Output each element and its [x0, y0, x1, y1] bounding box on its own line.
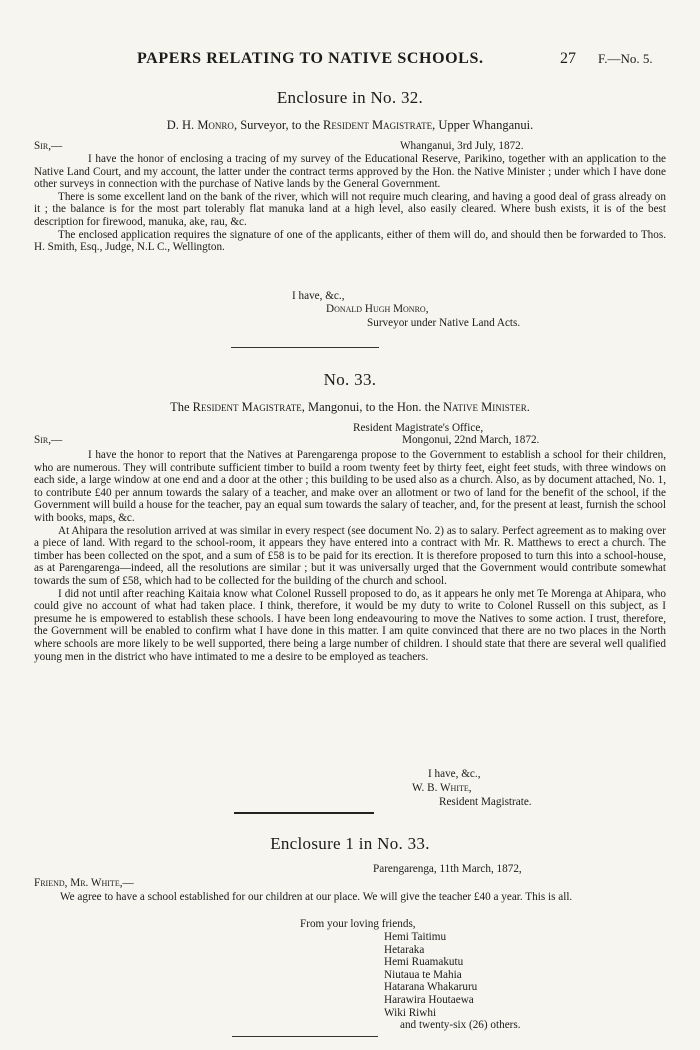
sub-mid: , Mangonui, to the Hon. the: [301, 400, 444, 414]
enclosure-32-paragraph-3: The enclosed application requires the signature of one of the applicants, either of them will do, and should then be forwarded to Thos. H. Smith, Esq., Judge, N.L C., Wellington.: [34, 228, 666, 254]
enclosure-1-33-body: [34, 891, 666, 904]
no-33-paragraph-2: At Ahipara the resolution arrived at was similar in every respect (see document No. 2) as to salary. Perfect agreement as to making over a piece of land. With regard to the school-room, it appears they have entered into a contract with Mr. R. Matthews to erect a church. The timber has been collected on the spot, and a sum of £58 is to be paid for its erection. It is therefore proposed to turn this into a school-house, as at Parengarenga—indeed, all the resolutions are similar ; but it was universally urged that the Government would contribute somewhat towards the sum of £58, which had to be collected for the building of the church and school.: [34, 524, 666, 587]
enclosure-32-heading: Enclosure in No. 32.: [276, 88, 424, 107]
no-33-heading: No. 33.: [323, 370, 377, 389]
signatory: Hemi Taitimu: [384, 931, 447, 943]
sub-prefix: D. H.: [166, 118, 198, 132]
sub-mid: , Surveyor, to the: [233, 118, 324, 132]
enclosure-1-33-paragraph: We agree to have a school established for our children at our place. We will give the teacher £40 a year. This is all.: [60, 891, 573, 903]
running-header: [0, 50, 700, 72]
enclosure-32-closing: I have, &c.,: [292, 290, 345, 302]
sub-title: Resident Magistrate: [323, 118, 433, 132]
signatory: Harawira Houtaewa: [384, 993, 474, 1006]
section-divider-2: [234, 812, 374, 814]
enclosure-32-place-date: Whanganui, 3rd July, 1872.: [400, 140, 524, 152]
enclosure-1-33-place-date: Parengarenga, 11th March, 1872,: [373, 863, 522, 875]
no-33-closing: I have, &c.,: [428, 768, 481, 780]
enclosure-32-signature-title: Surveyor under Native Land Acts.: [367, 317, 521, 329]
sub-pre: The: [170, 400, 193, 414]
enclosure-32-salutation: Sir,—: [34, 140, 63, 152]
no-33-subheading: [0, 400, 700, 415]
signatories-list: [384, 931, 624, 1032]
signatory: Niutaua te Mahia: [384, 968, 462, 981]
signatory: Hatarana Whakaruru: [384, 981, 478, 994]
enclosure-32-subheading: [0, 118, 700, 133]
sub-name: Monro: [197, 118, 234, 132]
sub-b: Native Minister: [443, 400, 527, 414]
enclosure-1-33-closing: From your loving friends,: [300, 918, 416, 930]
no-33-paragraph-1: I have the honor to report that the Natives at Parengarenga propose to the Government to establish a school for their children, who are numerous. They will contribute sufficient timber to build a room twenty feet by thirty feet, eight feet studs, with three windows on each side, a large window at one end and a door at the other ; this building to be used also as a church. Also, as by document attached, No. 1, to contribute £40 per annum towards the salary of a teacher, and make over an allotment or two of land for the benefit of the school, if the Government will build a house for the teacher, pay an equal sum towards the salary of teacher, and, for the present at least, furnish the school with books, maps, &c.: [34, 449, 666, 524]
enclosure-32-signature: Donald Hugh Monro,: [326, 303, 429, 315]
enclosure-1-33-salutation: Friend, Mr. White,—: [34, 877, 134, 889]
no-33-salutation: Sir,—: [34, 434, 63, 446]
sub-a: Resident Magistrate: [192, 400, 302, 414]
no-33-body: [34, 449, 666, 663]
signatory: Hemi Ruamakutu: [384, 956, 464, 969]
enclosure-32-body: [34, 153, 666, 254]
document-reference: F.—No. 5.: [598, 51, 653, 66]
signatory-others: and twenty-six (26) others.: [400, 1019, 521, 1032]
signatory: Hetaraka: [384, 943, 425, 956]
no-33-paragraph-3: I did not until after reaching Kaitaia know what Colonel Russell proposed to do, as it appears he only met Te Morenga at Ahipara, who could give no account of what had taken place. I think, therefore, it would be my duty to write to Colonel Russell on this subject, as I presume he is empowered to establish these schools. I have been long endeavouring to move the Natives to some action. I trust, therefore, the Government will be enabled to confirm what I have done in this matter. I am quite convinced that there are no two places in the North where schools are more likely to be well supported, there being a large number of children. I should state that there are several well qualified young men in the district who have intimated to me a desire to be employed as teachers.: [34, 587, 666, 663]
no-33-signature: W. B. White,: [412, 782, 472, 794]
no-33-place-date: Mongonui, 22nd March, 1872.: [402, 434, 540, 446]
enclosure-32-paragraph-1: I have the honor of enclosing a tracing of my survey of the Educational Reserve, Parikino, together with an application to the Native Land Court, and my account, the latter under the contract terms approved by the Hon. the Native Minister ; under which I have done other surveys in connection with the purchase of Native lands by the General Government.: [34, 153, 666, 191]
sub-end: .: [526, 400, 530, 414]
page-number: 27: [560, 50, 576, 67]
enclosure-1-33-heading: Enclosure 1 in No. 33.: [270, 834, 430, 853]
section-divider-1: [231, 347, 379, 348]
section-divider-3: [232, 1036, 378, 1037]
signatory: Wiki Riwhi: [384, 1006, 437, 1019]
sub-suffix: , Upper Whanganui.: [432, 118, 534, 132]
enclosure-32-paragraph-2: There is some excellent land on the bank of the river, which will not require much clearing, and having a good deal of grass already on it ; the balance is for the most part tolerably flat manuka land at a high level, also easily cleared. Where bush exists, it is of the best description for firewood, manuka, ake, rau, &c.: [34, 190, 666, 228]
no-33-signature-title: Resident Magistrate.: [439, 796, 532, 808]
header-title: PAPERS RELATING TO NATIVE SCHOOLS.: [137, 50, 484, 67]
no-33-office: Resident Magistrate's Office,: [353, 422, 484, 434]
